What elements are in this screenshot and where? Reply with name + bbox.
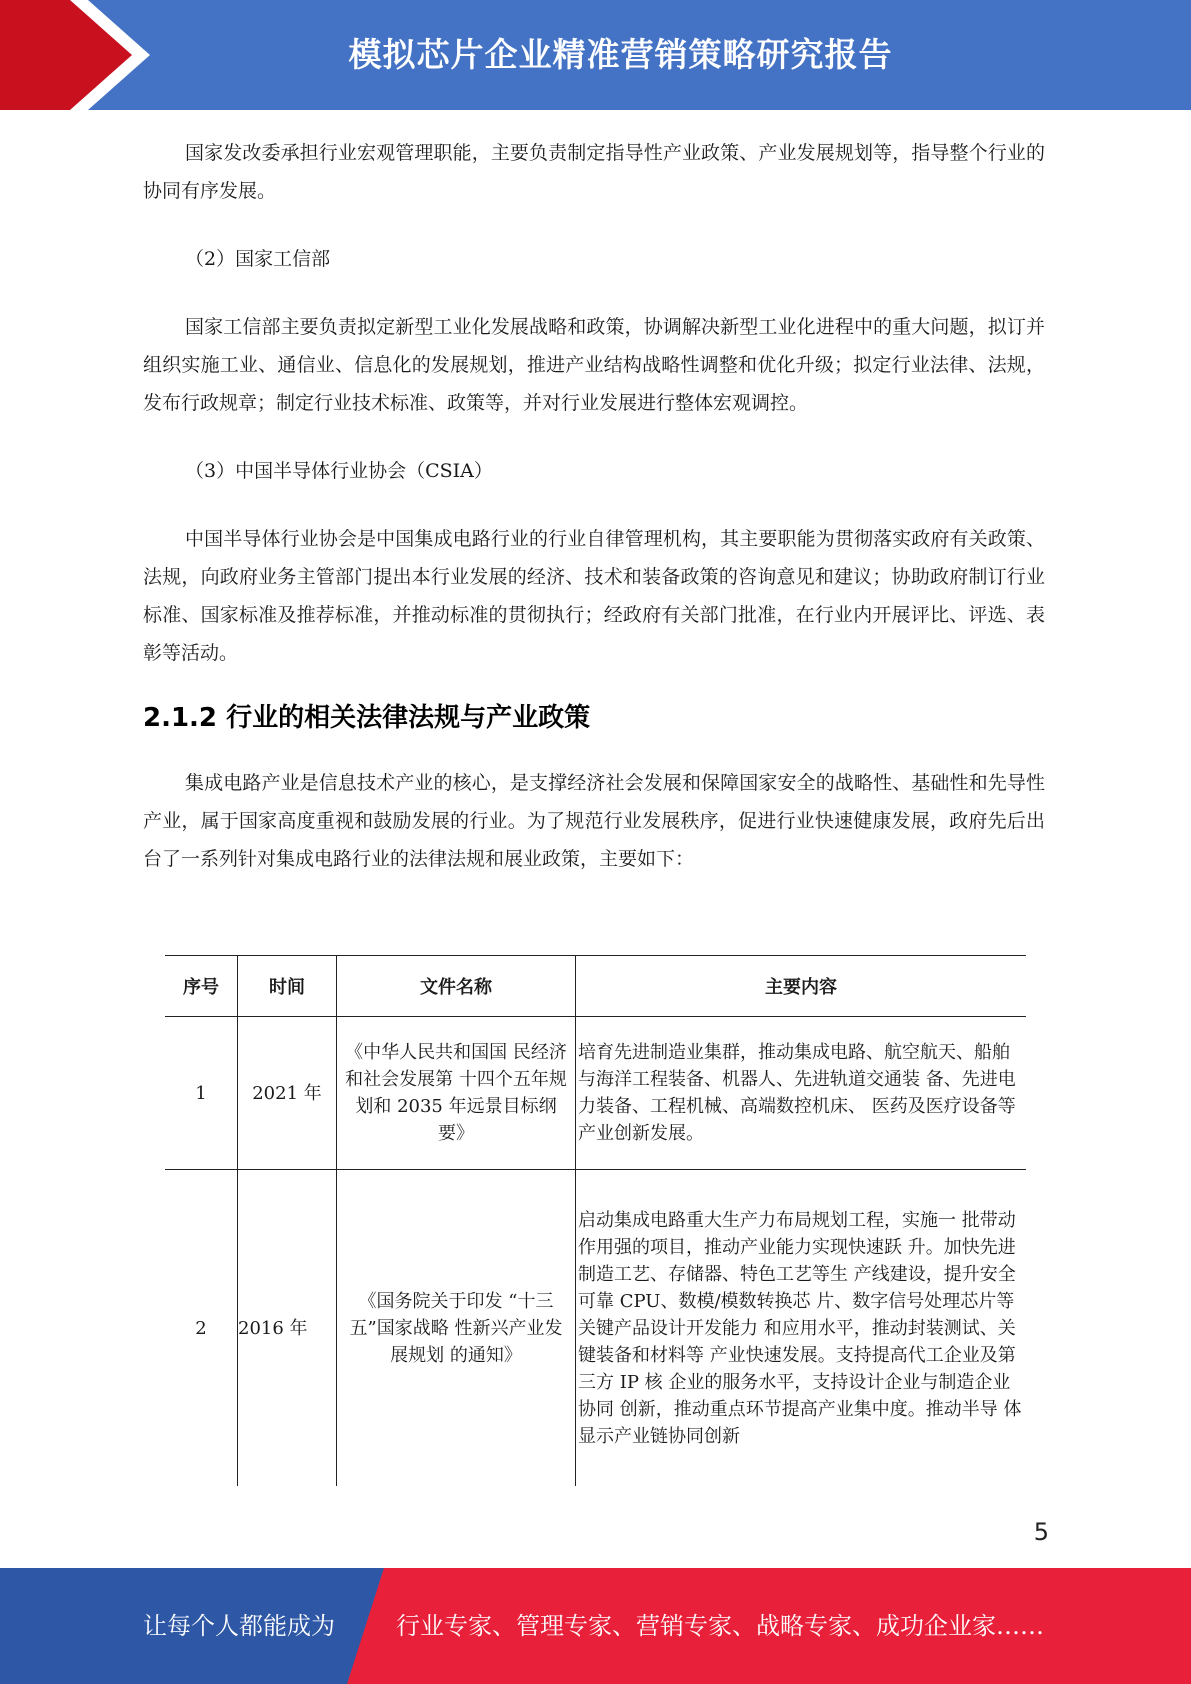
paragraph-policy-intro: 集成电路产业是信息技术产业的核心，是支撑经济社会发展和保障国家安全的战略性、基础性和先导性产业，属于国家高度重视和鼓励发展的行业。为了规范行业发展秩序，促进行业快速健康发展，政府先后出台了一系列针对集成电路行业的法律法规和展业政策，主要如下： <box>143 772 1045 870</box>
report-title: 模拟芯片企业精准营销策略研究报告 <box>348 35 893 74</box>
paragraph-csia: 中国半导体行业协会是中国集成电路行业的行业自律管理机构，其主要职能为贯彻落实政府有关政策、法规，向政府业务主管部门提出本行业发展的经济、技术和装备政策的咨询意见和建议；协助政府制订行业标准、国家标准及推荐标准，并推动标准的贯彻执行；经政府有关部门批准，在行业内开展评比、评选、表彰等活动。 <box>143 528 1045 664</box>
paragraph-miit: 国家工信部主要负责拟定新型工业化发展战略和政策，协调解决新型工业化进程中的重大问题，拟订并组织实施工业、通信业、信息化的发展规划，推进产业结构战略性调整和优化升级；拟定行业法律、法规，发布行政规章；制定行业技术标准、政策等，并对行业发展进行整体宏观调控。 <box>143 316 1045 414</box>
section-heading: 2.1.2 行业的相关法律法规与产业政策 <box>143 703 591 733</box>
column-header-index: 序号 <box>165 956 238 1017</box>
column-header-document: 文件名称 <box>337 956 576 1017</box>
column-header-content: 主要内容 <box>576 956 1027 1017</box>
table-header-row <box>165 956 1026 1017</box>
footer-slogan-lead: 让每个人都能成为 <box>143 1612 335 1640</box>
cell-index: 2 <box>195 1317 207 1339</box>
cell-index: 1 <box>165 1017 238 1170</box>
cell-document-name: 《中华人民共和国国 民经济和社会发展第 十四个五年规划和 2035 年远景目标纲要》 <box>337 1017 576 1170</box>
footer-slogan-roles: 行业专家、管理专家、营销专家、战略专家、成功企业家…… <box>396 1612 1044 1640</box>
page-header <box>0 0 1191 110</box>
subheading-miit: （2）国家工信部 <box>185 248 331 270</box>
cell-document-name: 《国务院关于印发 “十三五”国家战略 性新兴产业发展规划 的通知》 <box>337 1170 576 1487</box>
document-body <box>143 134 1045 878</box>
cell-content: 启动集成电路重大生产力布局规划工程，实施一 批带动作用强的项目，推动产业能力实现快速跃 升。加快先进制造工艺、存储器、特色工艺等生 产线建设，提升安全可靠 CPU、数模/模数转换芯 片、数字信号处理芯片等关键产品设计开发能力 和应用水平，推动封装测试、关键装备和材料等 产业快速发展。支持提高代工企业及第三方 IP 核 企业的服务水平，支持设计企业与制造企业协同 创新，推动重点环节提高产业集中度。推动半导 体显示产业链协同创新 <box>576 1170 1027 1487</box>
page-footer <box>0 1568 1191 1684</box>
page-number: 5 <box>1033 1518 1049 1546</box>
paragraph-ndrc: 国家发改委承担行业宏观管理职能，主要负责制定指导性产业政策、产业发展规划等，指导整个行业的协同有序发展。 <box>143 142 1045 202</box>
cell-date: 2021 年 <box>238 1017 337 1170</box>
cell-content: 培育先进制造业集群，推动集成电路、航空航天、船舶与海洋工程装备、机器人、先进轨道交通装 备、先进电力装备、工程机械、高端数控机床、 医药及医疗设备等产业创新发展。 <box>576 1017 1027 1170</box>
header-arrow-decoration <box>0 0 150 110</box>
subheading-csia: （3）中国半导体行业协会（CSIA） <box>185 460 493 482</box>
table-row <box>165 1170 1026 1487</box>
policy-table <box>165 955 1026 1486</box>
cell-date: 2016 年 <box>238 1170 337 1487</box>
column-header-date: 时间 <box>238 956 337 1017</box>
table-row <box>165 1017 1026 1170</box>
